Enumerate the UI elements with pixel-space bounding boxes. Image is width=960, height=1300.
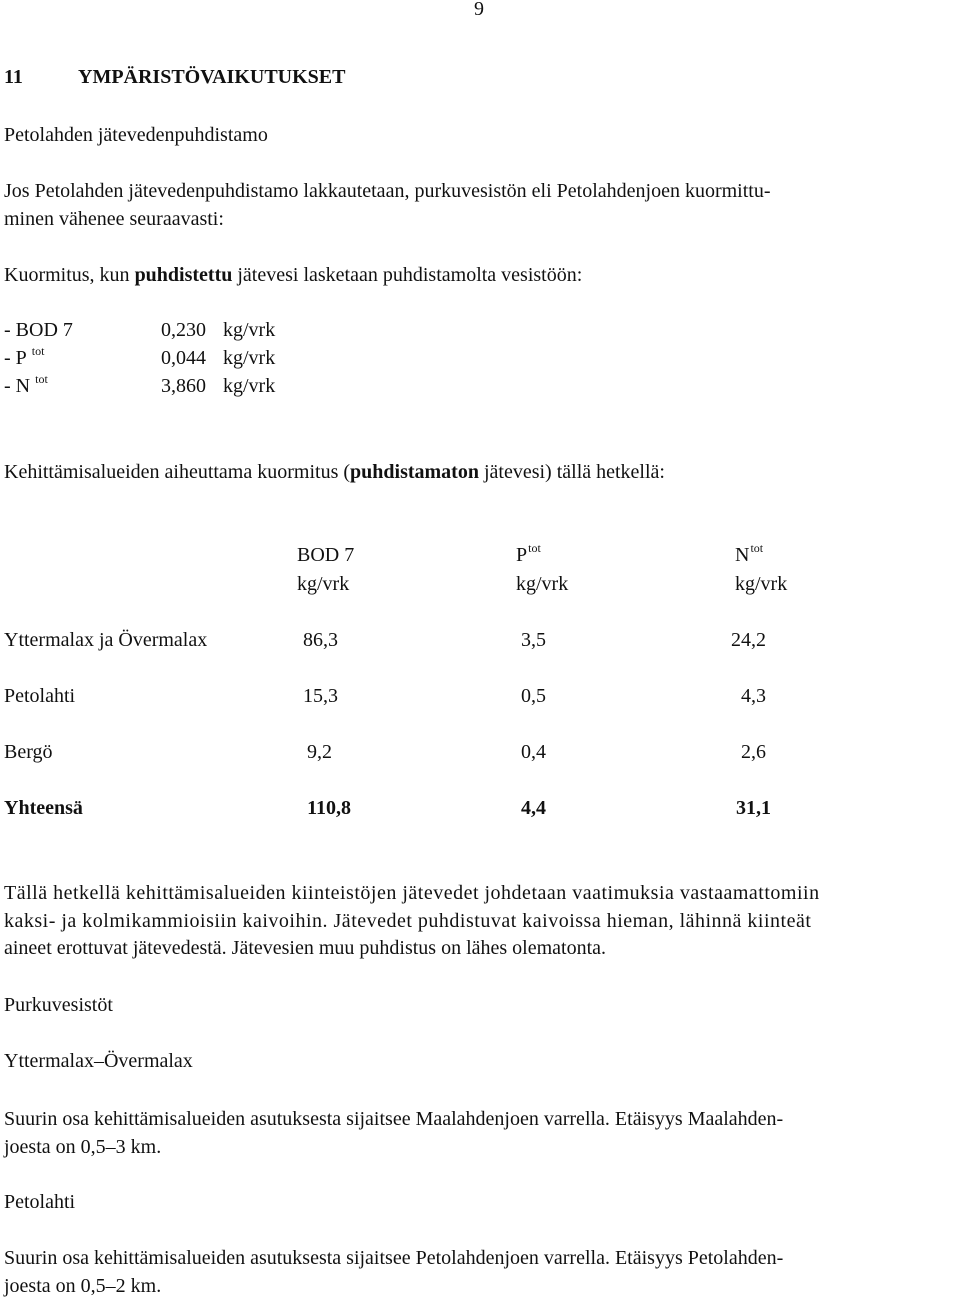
parameter: P (15, 347, 27, 369)
column-header-p (516, 541, 541, 567)
load-item-p (4, 344, 45, 370)
load-unit: kg/vrk (223, 319, 276, 341)
row-label: Petolahti (4, 685, 76, 707)
paragraph-line: Tällä hetkellä kehittämisalueiden kiinteistöjen jätevedet johdetaan vaatimuksia vastaamattomiin (4, 882, 820, 904)
column-name: N (735, 544, 750, 566)
paragraph-line: Suurin osa kehittämisalueiden asutuksesta sijaitsee Petolahdenjoen varrella. Etäisyys Petolahden- (4, 1247, 784, 1269)
cell-n: 24,2 (731, 629, 766, 651)
cell-p: 0,5 (521, 685, 546, 707)
list-dash: - (4, 375, 11, 397)
paragraph-line: Suurin osa kehittämisalueiden asutuksesta sijaitsee Maalahdenjoen varrella. Etäisyys Maalahden- (4, 1108, 784, 1130)
paragraph-intro (4, 178, 958, 233)
text: Kehittämisalueiden aiheuttama kuormitus ( (4, 461, 351, 483)
subheading-receiving-waters: Purkuvesistöt (4, 994, 113, 1016)
cell-n: 4,3 (741, 685, 766, 707)
total-bod: 110,8 (307, 797, 351, 819)
total-n: 31,1 (736, 797, 771, 819)
load-value: 0,044 (161, 347, 206, 369)
paragraph-line: aineet erottuvat jätevedestä. Jätevesien muu puhdistus on lähes olematonta. (4, 937, 607, 959)
list-dash: - (4, 319, 11, 341)
paragraph-line: kaksi- ja kolmikammioisiin kaivoihin. Jätevedet puhdistuvat kaivoissa hieman, lähinnä kiinteät (4, 909, 812, 932)
subscript: tot (31, 344, 45, 358)
paragraph-line: Jos Petolahden jätevedenpuhdistamo lakkautetaan, purkuvesistön eli Petolahdenjoen kuormittu- (4, 180, 771, 202)
load-item-bod (4, 319, 73, 342)
text: Kuormitus, kun (4, 264, 135, 286)
subheading-yttermalax: Yttermalax–Övermalax (4, 1050, 193, 1072)
list-dash: - (4, 347, 11, 369)
section-number: 11 (4, 66, 23, 88)
paragraph-treated-load (4, 264, 582, 287)
column-header-n (735, 541, 764, 567)
column-unit: kg/vrk (516, 573, 569, 595)
subheading-treatment-plant: Petolahden jätevedenpuhdistamo (4, 124, 268, 146)
cell-p: 3,5 (521, 629, 546, 651)
cell-bod: 15,3 (303, 685, 338, 707)
load-value: 0,230 (161, 319, 206, 341)
text: jätevesi lasketaan puhdistamolta vesistöön: (232, 264, 583, 286)
subscript: tot (528, 541, 541, 555)
subscript: tot (750, 541, 764, 555)
load-unit: kg/vrk (223, 347, 276, 369)
cell-p: 0,4 (521, 741, 546, 763)
paragraph-line: joesta on 0,5–3 km. (4, 1135, 162, 1158)
parameter: BOD 7 (15, 319, 73, 341)
paragraph-current-state (4, 880, 958, 963)
paragraph-line: minen vähenee seuraavasti: (4, 207, 224, 230)
column-name: BOD 7 (297, 544, 355, 566)
load-unit: kg/vrk (223, 375, 276, 397)
parameter: N (15, 375, 31, 397)
cell-bod: 86,3 (303, 629, 338, 651)
paragraph-line: joesta on 0,5–2 km. (4, 1274, 162, 1297)
row-label: Bergö (4, 741, 53, 763)
column-name: P (516, 544, 528, 566)
load-item-n (4, 372, 48, 398)
total-p: 4,4 (521, 797, 546, 819)
text: jätevesi) tällä hetkellä: (478, 461, 665, 483)
cell-bod: 9,2 (307, 741, 332, 763)
column-unit: kg/vrk (297, 573, 350, 595)
column-unit: kg/vrk (735, 573, 788, 595)
paragraph-yttermalax (4, 1106, 958, 1161)
subheading-petolahti: Petolahti (4, 1191, 76, 1213)
subscript: tot (35, 372, 48, 386)
paragraph-untreated-load (4, 461, 665, 484)
load-value: 3,860 (161, 375, 206, 397)
cell-n: 2,6 (741, 741, 766, 763)
emphasis: puhdistamaton (350, 461, 479, 483)
emphasis: puhdistettu (134, 264, 233, 286)
paragraph-petolahti (4, 1245, 958, 1300)
column-header-bod (297, 544, 354, 567)
row-label: Yttermalax ja Övermalax (4, 629, 208, 651)
section-title: YMPÄRISTÖVAIKUTUKSET (78, 66, 346, 88)
page-number: 9 (474, 0, 484, 20)
total-label: Yhteensä (4, 797, 83, 819)
